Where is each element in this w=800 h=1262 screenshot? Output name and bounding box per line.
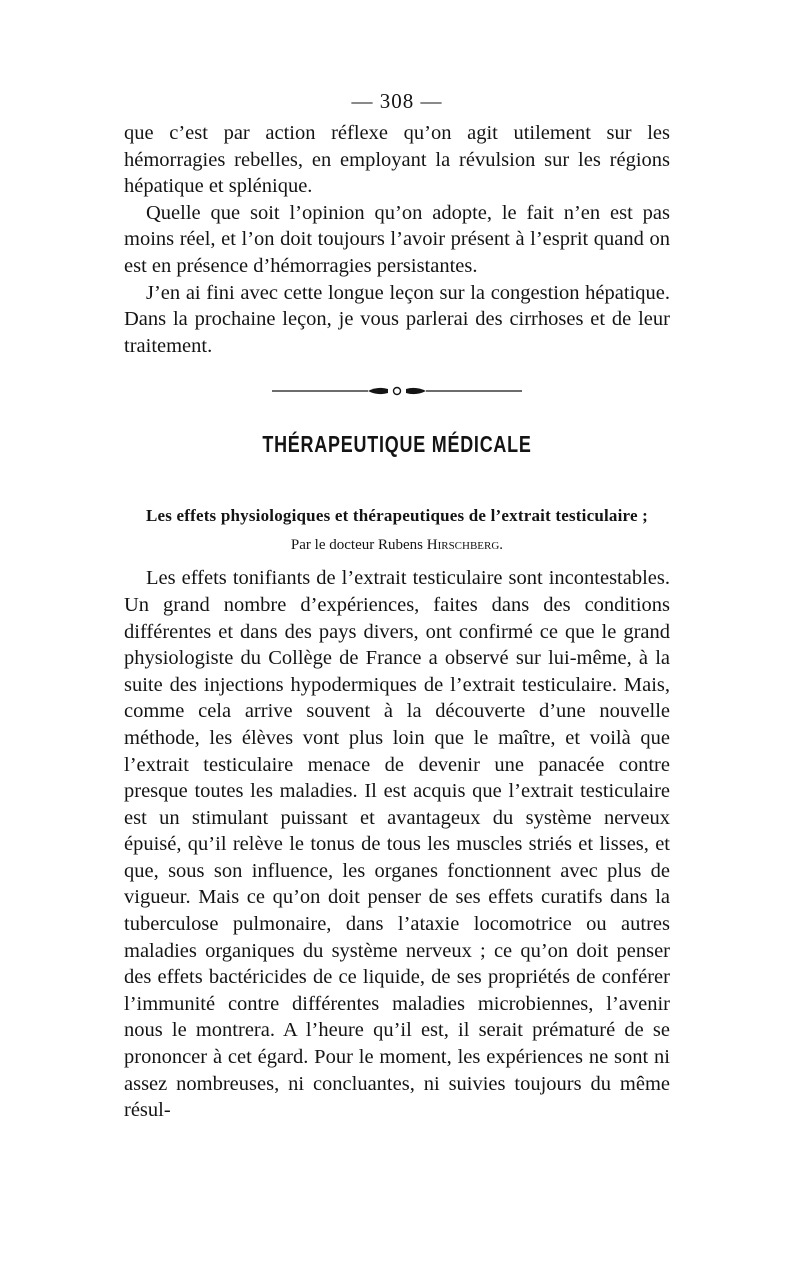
paragraph-intro-3: J’en ai fini avec cette longue leçon sur la congestion hépatique. Dans la prochaine leçon, je vous parlerai des cirrhoses et de leur traitement. (124, 281, 670, 357)
article-body: Les effets tonifiants de l’extrait testiculaire sont incontestables. Un grand nombre d’expériences, faites dans des conditions différentes et dans des pays divers, ont confirmé ce que le grand physiologiste du Collège de France a observé sur lui-même, à la suite des injections hypodermiques de l’extrait testiculaire. Mais, comme cela arrive souvent à la découverte d’une nouvelle méthode, les élèves vont plus loin que le maître, et voilà que l’extrait testiculaire menace de devenir une panacée contre presque toutes les maladies. Il est acquis que l’extrait testiculaire est un stimulant puissant et avantageux du système nerveux épuisé, qu’il relève le tonus de tous les muscles striés et lisses, et que, sous son influence, les organes fonctionnent avec plus de vigueur. Mais ce qu’on doit penser de ses effets curatifs dans la tuberculose pulmonaire, dans l’ataxie locomotrice ou autres maladies organiques du système nerveux ; ce qu’on doit penser des effets bactéricides de ce liquide, de ses propriétés de conférer l’immunité contre différentes maladies microbiennes, l’avenir nous le montrera. A l’heure qu’il est, il serait prématuré de se prononcer à cet égard. Pour le moment, les expériences ne sont ni assez nombreuses, ni concluantes, ni suivies toujours du même résul- (124, 567, 670, 1122)
section-title: THÉRAPEUTIQUE MÉDICALE (262, 431, 532, 458)
page-number: — 308 — (351, 89, 443, 113)
paragraph-intro-1: que c’est par action réflexe qu’on agit utilement sur les hémorragies rebelles, en employant la révulsion sur les régions hépatique et splénique. (124, 122, 670, 198)
byline-author: Hirschberg. (426, 537, 504, 554)
divider-swell-left (368, 388, 388, 394)
byline-prefix: Par le docteur Rubens (290, 537, 423, 554)
divider-center-ring (394, 388, 401, 395)
article-title: Les effets physiologiques et thérapeutiques de l’extrait testiculaire ; (145, 506, 649, 526)
document-page (124, 88, 670, 1124)
divider-swell-right (406, 388, 426, 394)
article-byline (124, 535, 670, 555)
paragraph-intro-2: Quelle que soit l’opinion qu’on adopte, le fait n’en est pas moins réel, et l’on doit toujours l’avoir présent à l’esprit quand on est en présence d’hémorragies persistantes. (124, 201, 670, 277)
ornamental-divider (272, 383, 522, 399)
